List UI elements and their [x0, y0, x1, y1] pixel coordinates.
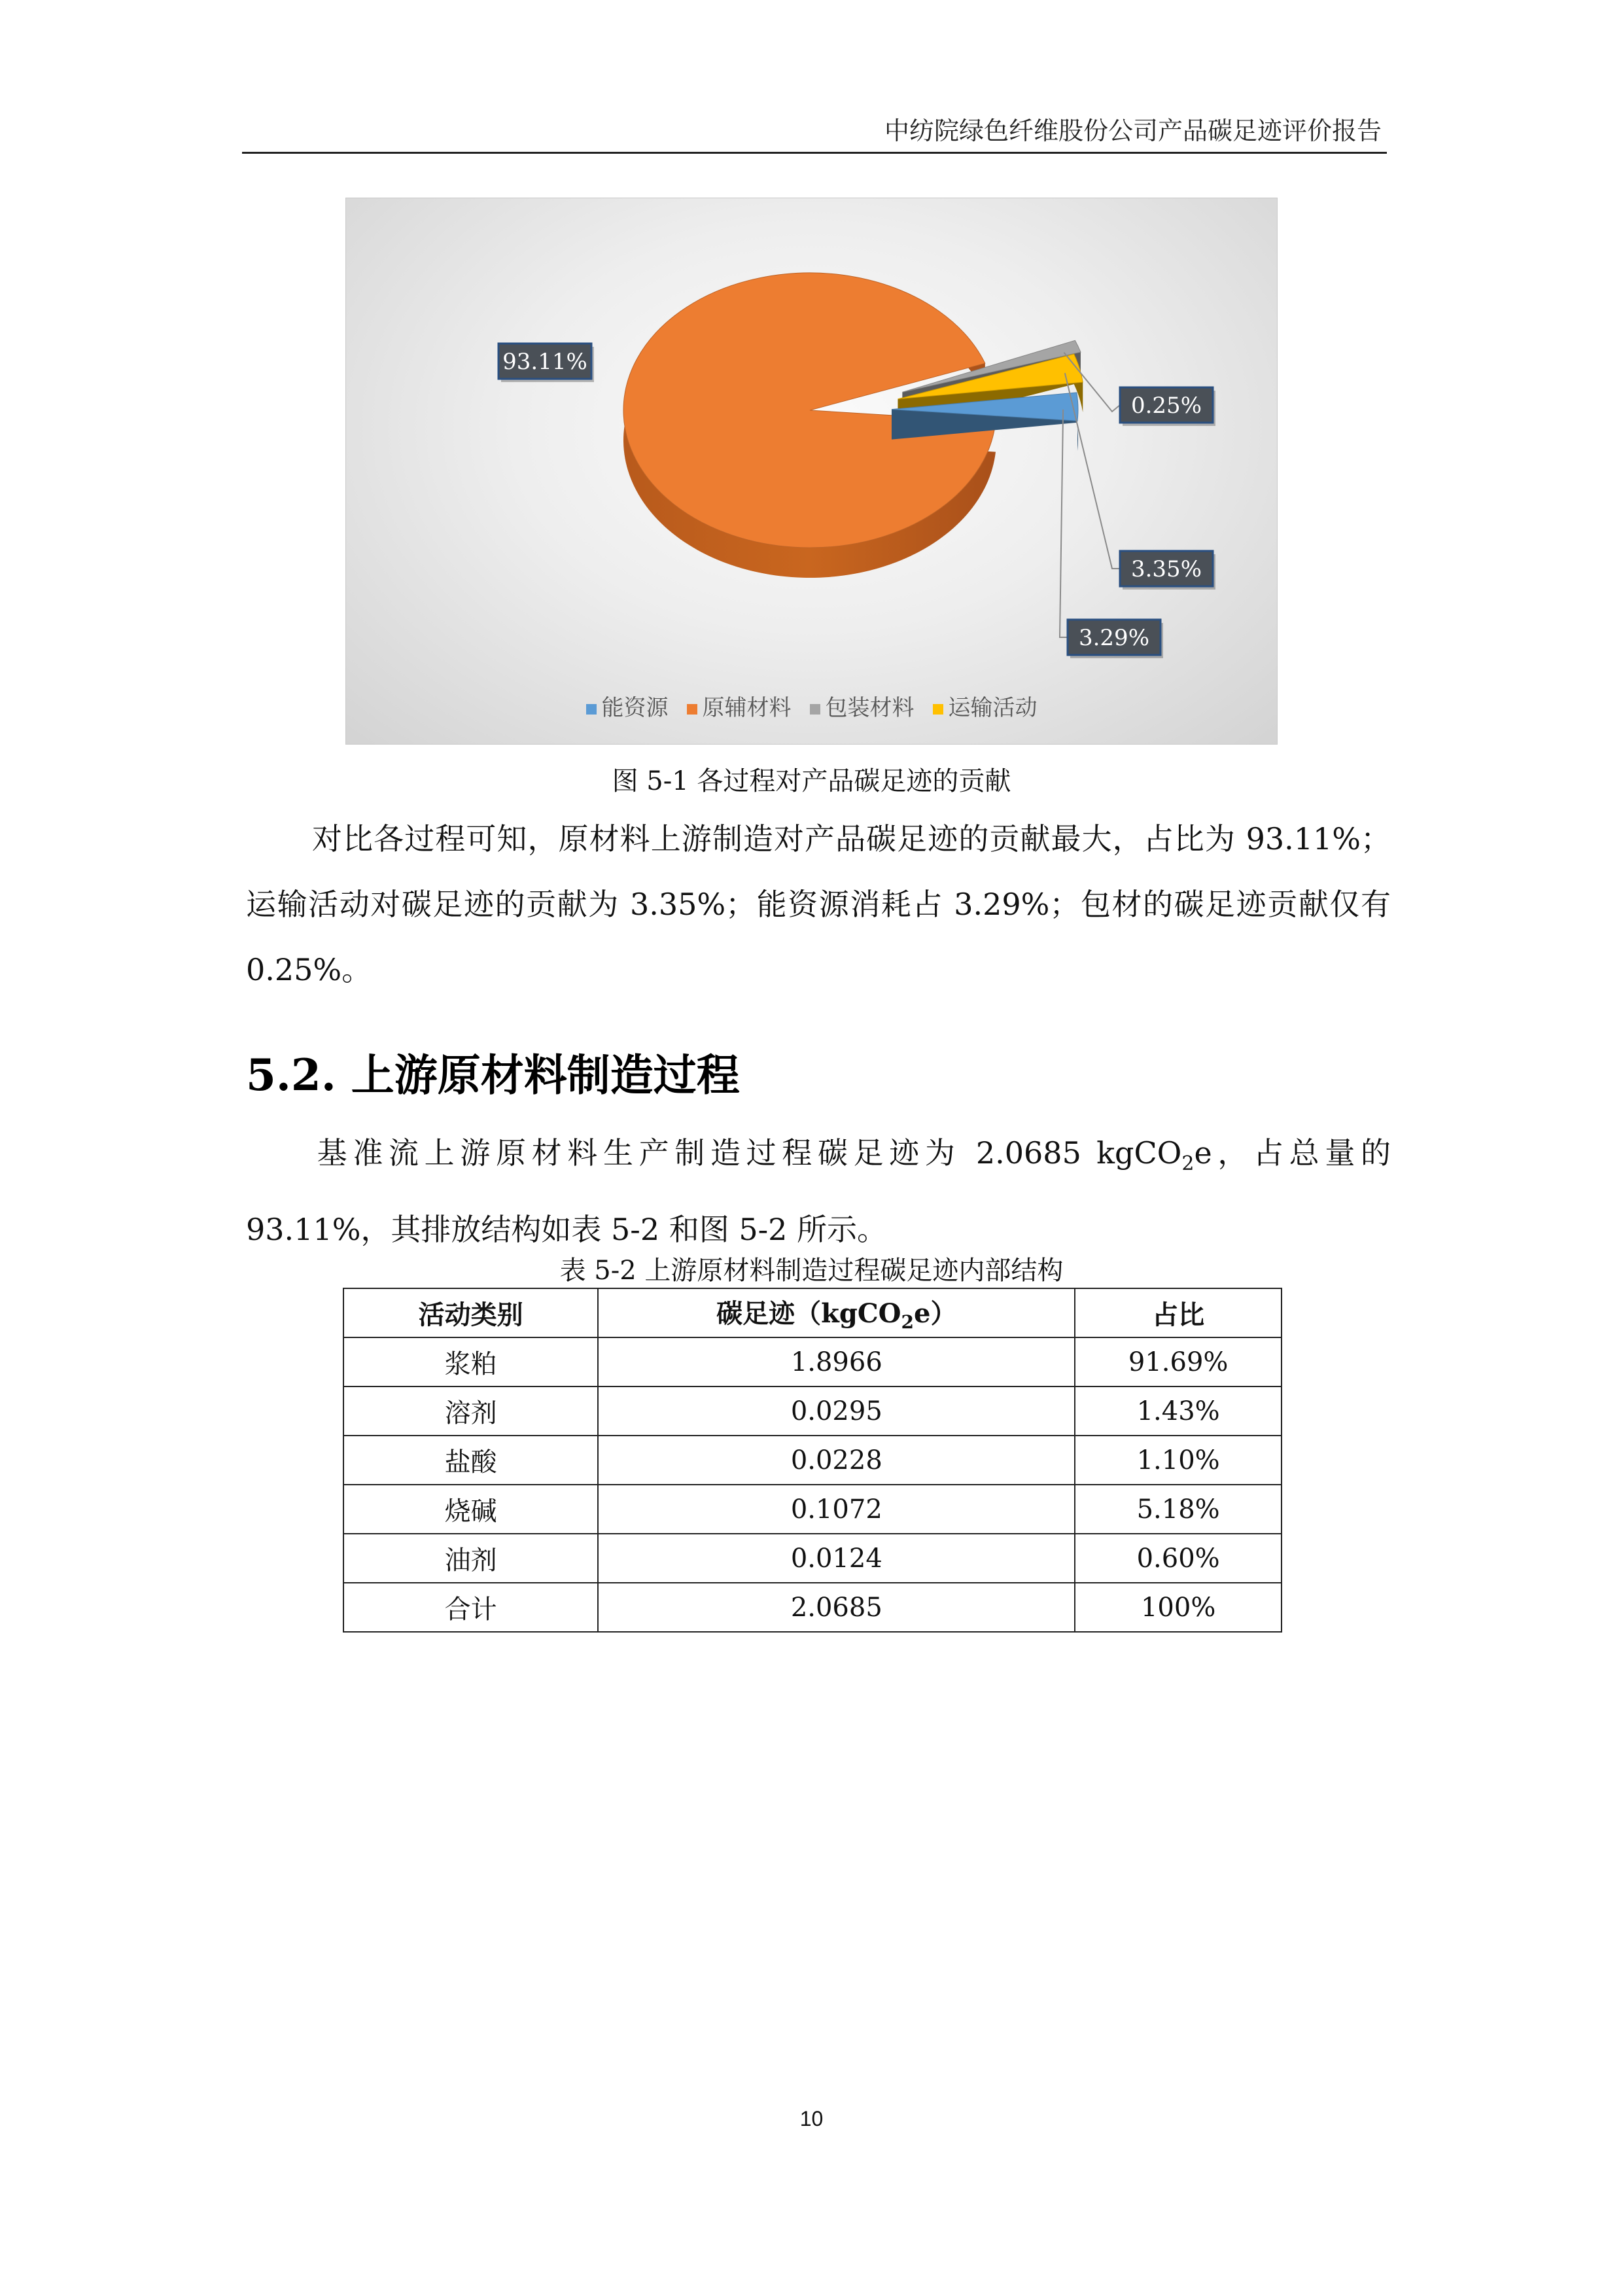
- cell-footprint: 2.0685: [598, 1583, 1075, 1632]
- header-share: 占比: [1075, 1288, 1282, 1337]
- cell-share: 5.18%: [1075, 1485, 1282, 1534]
- legend-label: 原辅材料: [702, 695, 792, 721]
- paragraph-contribution: [246, 806, 1391, 1002]
- cell-footprint: 0.1072: [598, 1485, 1075, 1534]
- cell-activity: 合计: [343, 1583, 598, 1632]
- table-caption: 表 5-2 上游原材料制造过程碳足迹内部结构: [559, 1256, 1064, 1286]
- table-header-row: [343, 1288, 1282, 1337]
- table-row: [343, 1583, 1282, 1632]
- paragraph-upstream-after: e，占总量的 93.11%，其排放结构如表 5-2 和图 5-2 所示。: [246, 1135, 1391, 1248]
- paragraph-contribution-text: 对比各过程可知，原材料上游制造对产品碳足迹的贡献最大，占比为 93.11%；运输活动对碳足迹的贡献为 3.35%；能资源消耗占 3.29%；包材的碳足迹贡献仅有 0.25%。: [246, 821, 1391, 987]
- cell-activity: 烧碱: [343, 1485, 598, 1534]
- leader-line: [1060, 410, 1068, 637]
- legend-swatch: [586, 704, 597, 715]
- label-raw-materials: [498, 344, 594, 382]
- svg-text:3.29%: 3.29%: [1078, 625, 1150, 651]
- table-row: [343, 1485, 1282, 1534]
- legend-swatch: [933, 704, 943, 715]
- cell-footprint: 1.8966: [598, 1337, 1075, 1386]
- label-transport: [1120, 551, 1215, 590]
- legend-raw-materials: [687, 690, 792, 722]
- carbon-footprint-table: [343, 1288, 1282, 1633]
- cell-footprint: 0.0228: [598, 1436, 1075, 1485]
- svg-text:3.35%: 3.35%: [1130, 556, 1202, 582]
- legend-transport: [933, 690, 1038, 722]
- paragraph-upstream-sub: 2: [1181, 1152, 1195, 1176]
- legend-label: 包装材料: [825, 695, 915, 721]
- header-footprint-before: 碳足迹（kgCO: [716, 1298, 901, 1329]
- figure-caption: 图 5-1 各过程对产品碳足迹的贡献: [612, 766, 1011, 796]
- section-title: 5.2. 上游原材料制造过程: [246, 1050, 740, 1101]
- cell-activity: 浆粕: [343, 1337, 598, 1386]
- legend-label: 能资源: [601, 695, 669, 721]
- cell-share: 91.69%: [1075, 1337, 1282, 1386]
- label-energy: [1068, 620, 1163, 658]
- header-footprint: [598, 1288, 1075, 1337]
- legend-packaging: [810, 690, 915, 722]
- svg-text:0.25%: 0.25%: [1130, 393, 1202, 419]
- header-footprint-sub: 2: [901, 1311, 914, 1333]
- pie-chart: [345, 198, 1278, 745]
- legend-energy: [586, 690, 669, 722]
- page-number: 10: [799, 2107, 824, 2130]
- paragraph-upstream: [246, 1120, 1391, 1262]
- table-row: [343, 1436, 1282, 1485]
- header-footprint-after: e）: [914, 1298, 957, 1329]
- table-row: [343, 1337, 1282, 1386]
- page-header: [242, 111, 1387, 154]
- header-title: 中纺院绿色纤维股份公司产品碳足迹评价报告: [884, 116, 1382, 145]
- cell-activity: 油剂: [343, 1534, 598, 1583]
- table-row: [343, 1534, 1282, 1583]
- table-row: [343, 1386, 1282, 1436]
- cell-share: 1.10%: [1075, 1436, 1282, 1485]
- paragraph-upstream-before: 基准流上游原材料生产制造过程碳足迹为 2.0685 kgCO: [311, 1135, 1182, 1171]
- cell-activity: 盐酸: [343, 1436, 598, 1485]
- label-packaging: [1120, 387, 1215, 426]
- cell-footprint: 0.0295: [598, 1386, 1075, 1436]
- cell-share: 1.43%: [1075, 1386, 1282, 1436]
- pie-chart-svg: [345, 198, 1278, 745]
- legend-label: 运输活动: [948, 695, 1038, 721]
- cell-activity: 溶剂: [343, 1386, 598, 1436]
- cell-share: 100%: [1075, 1583, 1282, 1632]
- legend-swatch: [810, 704, 820, 715]
- cell-footprint: 0.0124: [598, 1534, 1075, 1583]
- cell-share: 0.60%: [1075, 1534, 1282, 1583]
- svg-text:93.11%: 93.11%: [502, 349, 587, 375]
- chart-legend: [345, 690, 1278, 722]
- legend-swatch: [687, 704, 697, 715]
- header-activity: 活动类别: [343, 1288, 598, 1337]
